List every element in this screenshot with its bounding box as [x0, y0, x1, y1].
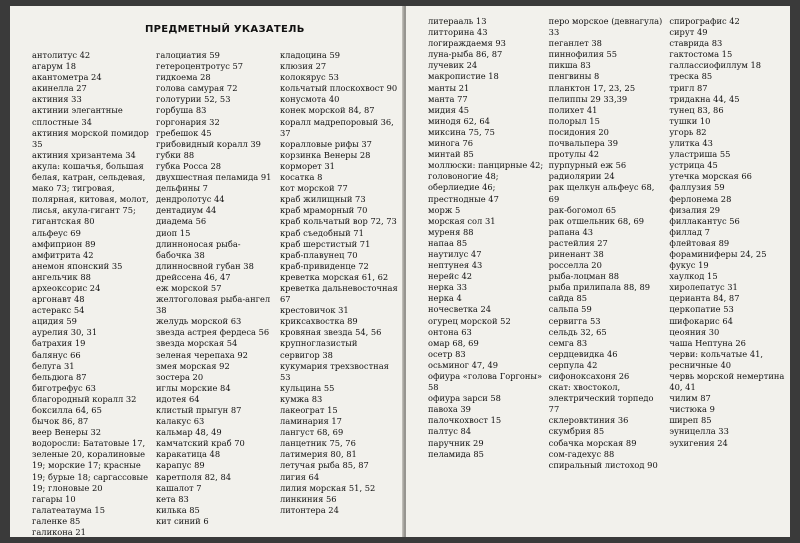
index-entry: нерка 33: [428, 282, 468, 293]
index-entry: корморет 31: [280, 160, 335, 171]
index-entry: планктон 17, 23, 25: [548, 82, 636, 93]
index-entry: лилия морская 51, 52: [280, 482, 376, 493]
index-entry: скат: хвостокол, электрический торпедо 77: [548, 382, 654, 415]
index-entry: астеракс 54: [32, 305, 85, 316]
index-entry: краб съедобный 71: [280, 227, 364, 238]
index-entry: шифокарис 64: [669, 315, 733, 326]
index-entry: росселла 20: [548, 260, 602, 271]
index-entry: акинелла 27: [32, 83, 87, 94]
index-entry: ширеп 85: [669, 415, 712, 426]
index-entry: хиролепатус 31: [669, 282, 738, 293]
index-entry: моллюски: панцирные 42; головоногие 48; оберлиедие 46; престнодные 47: [428, 160, 544, 204]
index-entry: морж 5: [428, 204, 461, 215]
index-entry: амфитрита 42: [32, 249, 94, 260]
index-entry: креветка морская 61, 62: [280, 271, 389, 282]
index-entry: зеленая черепаха 92: [156, 349, 248, 360]
index-entry: губки 88: [156, 149, 195, 160]
index-entry: минтай 85: [428, 149, 474, 160]
index-entry: амфиприон 89: [32, 238, 96, 249]
index-entry: аурелия 30, 31: [32, 327, 98, 338]
index-entry: филлакантус 56: [669, 215, 740, 226]
index-entry: бельдюга 87: [32, 371, 87, 382]
index-entry: осетр 83: [428, 348, 466, 359]
index-entry: склеровктиния 36: [548, 415, 629, 426]
index-entry: тридакна 44, 45: [669, 93, 740, 104]
index-entry: спиральный листоход 90: [548, 459, 658, 470]
right-column-1: [428, 16, 545, 471]
index-entry: археоксорис 24: [32, 282, 101, 293]
index-entry: лакеограт 15: [280, 405, 338, 415]
index-entry: фаллузия 59: [669, 182, 725, 193]
right-column-3: [669, 16, 786, 471]
index-entry: утечка морская 66: [669, 171, 752, 182]
index-entry: галикона 21: [32, 527, 86, 537]
index-entry: кальмар 48, 49: [156, 427, 222, 438]
index-entry: каретполя 82, 84: [156, 471, 232, 482]
index-entry: филлад 7: [669, 226, 710, 237]
page-title: ПРЕДМЕТНЫЙ УКАЗАТЕЛЬ: [145, 24, 305, 35]
index-entry: офиура зарси 58: [428, 393, 501, 404]
index-entry: краб жилищный 73: [280, 194, 366, 205]
index-entry: мидия 45: [428, 104, 470, 115]
index-entry: осьминог 47, 49: [428, 359, 499, 370]
index-entry: палочкохвост 15: [428, 415, 502, 426]
index-entry: кровяная звезда 54, 56: [280, 327, 382, 338]
index-entry: ставрида 83: [669, 38, 723, 49]
index-entry: звезда морская 54: [156, 338, 238, 349]
index-entry: устрица 45: [669, 160, 718, 171]
index-entry: сирут 49: [669, 27, 708, 38]
index-entry: диадема 56: [156, 216, 207, 227]
index-entry: бычок 86, 87: [32, 416, 89, 427]
index-entry: краб кольчатый вор 72, 73: [280, 216, 397, 227]
index-entry: лучевик 24: [428, 60, 478, 71]
index-entry: рыба-лоцман 88: [548, 271, 620, 282]
index-entry: антолитус 42: [32, 50, 91, 60]
index-entry: ангельчик 88: [32, 271, 91, 282]
index-entry: рапана 43: [548, 226, 594, 237]
index-entry: сердцевидка 46: [548, 348, 618, 359]
index-entry: полихет 41: [548, 104, 598, 115]
index-entry: линкиния 56: [280, 493, 337, 504]
index-entry: корзинка Венеры 28: [280, 149, 371, 160]
index-entry: напаа 85: [428, 237, 468, 248]
index-entry: клюзия 27: [280, 61, 327, 72]
index-entry: желтоголовая рыба-ангел 38: [156, 294, 271, 316]
index-entry: камчатский краб 70: [156, 438, 245, 449]
index-entry: манта 77: [428, 93, 468, 104]
index-entry: горгонария 32: [156, 116, 220, 127]
index-entry: летучая рыба 85, 87: [280, 460, 369, 471]
index-entry: кот морской 77: [280, 183, 348, 194]
index-entry: актинии элегантные сплостные 34: [32, 105, 123, 127]
index-entry: рак-богомол 65: [548, 204, 617, 215]
index-entry: конек морской 84, 87: [280, 105, 375, 116]
index-entry: рак отшельник 68, 69: [548, 215, 645, 226]
index-entry: краб мраморный 70: [280, 205, 368, 216]
index-entry: краб шерстистый 71: [280, 238, 371, 249]
index-entry: цеояния 30: [669, 326, 720, 337]
index-entry: кит синий 6: [156, 515, 209, 526]
index-entry: креветка дальневосточная 67: [280, 282, 398, 305]
index-entry: диоп 15: [156, 227, 191, 238]
index-entry: колокярус 53: [280, 72, 339, 83]
index-entry: чистюка 9: [669, 404, 715, 415]
index-entry: крестовичок 31: [280, 305, 349, 316]
index-entry: водоросли: Бататовые 17, зеленые 20, коралиновые 19; морские 17; красные 19; бурые 18; саргассовые 19; глоновые 20: [32, 438, 148, 493]
index-entry: рыба прилипала 88, 89: [548, 282, 651, 293]
index-entry: сифоноксахоня 26: [548, 371, 630, 381]
index-entry: краб-плавунец 70: [280, 249, 358, 260]
index-entry: латимерия 80, 81: [280, 449, 357, 460]
left-page: [10, 6, 404, 537]
index-entry: галенке 85: [32, 515, 81, 526]
index-entry: желудь морской 63: [156, 316, 242, 327]
index-entry: спирографис 42: [669, 16, 740, 26]
index-entry: пиннофилия 55: [548, 49, 618, 60]
index-entry: манты 21: [428, 82, 470, 93]
index-entry: сельдь 32, 65: [548, 326, 607, 337]
index-entry: растейлия 27: [548, 237, 608, 248]
index-entry: сом-гадехус 88: [548, 448, 615, 459]
index-entry: анемон японский 35: [32, 260, 123, 271]
index-entry: черви: кольчатые 41, ресничные 40: [669, 348, 764, 370]
index-entry: голотурии 52, 53: [156, 94, 231, 105]
index-entry: церкопатие 53: [669, 304, 734, 315]
index-entry: литторина 43: [428, 27, 488, 38]
index-entry: дентадиум 44: [156, 205, 217, 216]
index-entry: балянус 66: [32, 349, 81, 360]
index-entry: серпула 42: [548, 359, 598, 370]
index-entry: косатка 8: [280, 172, 323, 183]
index-entry: тригл 87: [669, 82, 708, 93]
index-entry: калакус 63: [156, 416, 205, 427]
index-entry: боксилла 64, 65: [32, 405, 102, 415]
index-entry: идотея 64: [156, 393, 200, 404]
index-entry: пеламида 85: [428, 448, 484, 459]
index-entry: луна-рыба 86, 87: [428, 49, 503, 60]
index-entry: онтона 63: [428, 326, 472, 337]
index-entry: дельфины 7: [156, 183, 208, 194]
index-entry: семга 83: [548, 337, 588, 348]
index-entry: посидония 20: [548, 126, 609, 137]
index-entry: пелиппы 29 33,39: [548, 93, 628, 104]
index-entry: эухигения 24: [669, 437, 728, 448]
index-entry: пенгвины 8: [548, 71, 600, 82]
right-columns: [428, 16, 790, 471]
index-entry: павоха 39: [428, 404, 471, 415]
index-entry: ферлонема 28: [669, 193, 732, 204]
index-entry: протулы 42: [548, 149, 600, 160]
index-entry: сервигга 53: [548, 315, 601, 326]
index-entry: чаша Нептуна 26: [669, 337, 746, 348]
index-entry: рак щелкун альфеус 68, 69: [548, 182, 655, 204]
index-entry: двухшестная пеламида 91: [156, 172, 272, 183]
index-entry: литерааль 13: [428, 16, 487, 26]
index-entry: хаулкод 15: [669, 271, 718, 282]
index-entry: миксина 75, 75: [428, 126, 495, 137]
index-entry: клистый прыгун 87: [156, 405, 242, 415]
index-entry: лигия 64: [280, 471, 320, 482]
index-entry: актиния 33: [32, 94, 82, 105]
index-entry: белуга 31: [32, 360, 75, 371]
index-entry: треска 85: [669, 71, 713, 82]
index-entry: акантометра 24: [32, 72, 102, 83]
index-entry: гетероцентротус 57: [156, 61, 244, 72]
index-entry: минога 76: [428, 138, 473, 149]
index-entry: палтус 84: [428, 426, 472, 437]
index-entry: уластриша 55: [669, 149, 731, 160]
index-entry: аргонавт 48: [32, 294, 85, 305]
index-entry: радиолярии 24: [548, 171, 615, 182]
index-entry: коралловые рифы 37: [280, 138, 372, 149]
index-entry: биготрефус 63: [32, 382, 96, 393]
index-entry: гагары 10: [32, 493, 76, 504]
index-entry: перо морское (девнагула) 33: [548, 16, 663, 38]
index-entry: кукумария трехзвостная 53: [280, 360, 389, 382]
index-entry: кладоцина 59: [280, 50, 341, 60]
index-entry: эуницелла 33: [669, 426, 729, 437]
index-entry: акула: кошачья, большая белая, катран, сельдевая, мако 73; тигровая, полярная, китовая, молот, лисья, акула-гигант 75; гигантская 80: [32, 160, 149, 227]
index-entry: фукус 19: [669, 260, 709, 271]
index-entry: горбуша 83: [156, 105, 207, 116]
index-entry: червь морской немертина 40, 41: [669, 371, 785, 393]
index-entry: кета 83: [156, 493, 189, 504]
index-entry: батрахия 19: [32, 338, 86, 349]
index-entry: паручник 29: [428, 437, 484, 448]
index-entry: гактостома 15: [669, 49, 733, 60]
index-entry: ламинария 17: [280, 416, 342, 427]
index-entry: физалия 29: [669, 204, 721, 215]
index-entry: галоциатия 59: [156, 50, 220, 60]
index-entry: кульцина 55: [280, 382, 335, 393]
index-entry: ланцетник 75, 76: [280, 438, 356, 449]
right-column-2: [549, 16, 666, 471]
index-entry: сальпа 59: [548, 304, 592, 315]
index-entry: змея морская 92: [156, 360, 230, 371]
index-entry: иглы морские 84: [156, 382, 231, 393]
index-entry: губка Росса 28: [156, 160, 222, 171]
index-entry: макропистие 18: [428, 71, 499, 82]
index-entry: грибовидный коралл 39: [156, 138, 261, 149]
index-entry: угорь 82: [669, 126, 707, 137]
index-entry: почвальпера 39: [548, 138, 618, 149]
index-entry: пурпурный еж 56: [548, 160, 627, 171]
index-entry: морская сол 31: [428, 215, 496, 226]
index-entry: кашалот 7: [156, 482, 202, 493]
index-entry: агарум 18: [32, 61, 77, 72]
index-entry: крупноглазистый сервигор 38: [280, 338, 358, 360]
index-entry: тушки 10: [669, 115, 711, 126]
index-entry: ночесветка 24: [428, 304, 492, 315]
index-entry: огурец морской 52: [428, 315, 511, 326]
index-entry: коралл мадрепоровый 36, 37: [280, 116, 394, 138]
index-entry: пеганлет 38: [548, 38, 602, 49]
index-entry: дрейссена 46, 47: [156, 271, 231, 282]
index-entry: длинносвной губан 38: [156, 260, 254, 271]
index-entry: кумжа 83: [280, 393, 323, 404]
index-entry: омар 68, 69: [428, 337, 479, 348]
index-entry: нерка 4: [428, 293, 462, 304]
index-entry: длинноносая рыба-бабочка 38: [156, 238, 241, 260]
index-entry: фораминиферы 24, 25: [669, 248, 767, 259]
index-entry: лангуст 68, 69: [280, 427, 344, 438]
index-entry: пикша 83: [548, 60, 591, 71]
index-entry: флейтовая 89: [669, 237, 730, 248]
left-columns: [32, 50, 404, 537]
index-entry: килька 85: [156, 504, 200, 515]
index-entry: конусмота 40: [280, 94, 340, 105]
left-column-3: [280, 50, 398, 537]
index-entry: минодя 62, 64: [428, 115, 490, 126]
index-entry: риненант 38: [548, 248, 604, 259]
index-entry: звезда астрея фердеса 56: [156, 327, 270, 338]
index-entry: нептунея 43: [428, 260, 483, 271]
index-entry: криксахвостка 89: [280, 316, 358, 327]
index-entry: собачка морская 89: [548, 437, 637, 448]
index-entry: сайда 85: [548, 293, 588, 304]
index-entry: скумбрия 85: [548, 426, 605, 437]
index-entry: полорыл 15: [548, 115, 600, 126]
index-entry: благородный коралл 32: [32, 393, 137, 404]
index-entry: каракатица 48: [156, 449, 221, 460]
index-entry: тунец 83, 86: [669, 104, 724, 115]
index-entry: наутилус 47: [428, 248, 482, 259]
index-entry: гребешок 45: [156, 127, 212, 138]
index-entry: альфеус 69: [32, 227, 81, 238]
index-entry: галатеатаума 15: [32, 504, 105, 515]
left-column-2: [156, 50, 274, 537]
index-entry: зостера 20: [156, 371, 204, 382]
right-page: [406, 6, 790, 537]
index-entry: актиния хризантема 34: [32, 149, 136, 160]
index-entry: актиния морской помидор 35: [32, 127, 149, 149]
index-entry: дендролотус 44: [156, 194, 225, 205]
left-column-1: [32, 50, 150, 537]
index-entry: еж морской 57: [156, 282, 222, 293]
index-entry: улитка 43: [669, 138, 713, 149]
index-entry: краб-привиденце 72: [280, 260, 369, 271]
index-entry: логираждаемя 93: [428, 38, 506, 49]
index-entry: церианта 84, 87: [669, 293, 740, 304]
index-entry: голова самурая 72: [156, 83, 238, 94]
index-entry: чилим 87: [669, 393, 711, 404]
index-entry: карапус 89: [156, 460, 205, 471]
index-entry: ацидия 59: [32, 316, 77, 327]
index-entry: офиура «голова Горгоны» 58: [428, 371, 543, 393]
index-entry: веер Венеры 32: [32, 427, 101, 438]
index-entry: гидкоема 28: [156, 72, 211, 83]
index-entry: галлассиофиллум 18: [669, 60, 762, 71]
index-entry: кольчатый плоскохвост 90: [280, 83, 398, 94]
index-entry: нерейс 42: [428, 271, 473, 282]
index-entry: муреня 88: [428, 226, 474, 237]
index-entry: литонтера 24: [280, 504, 339, 515]
